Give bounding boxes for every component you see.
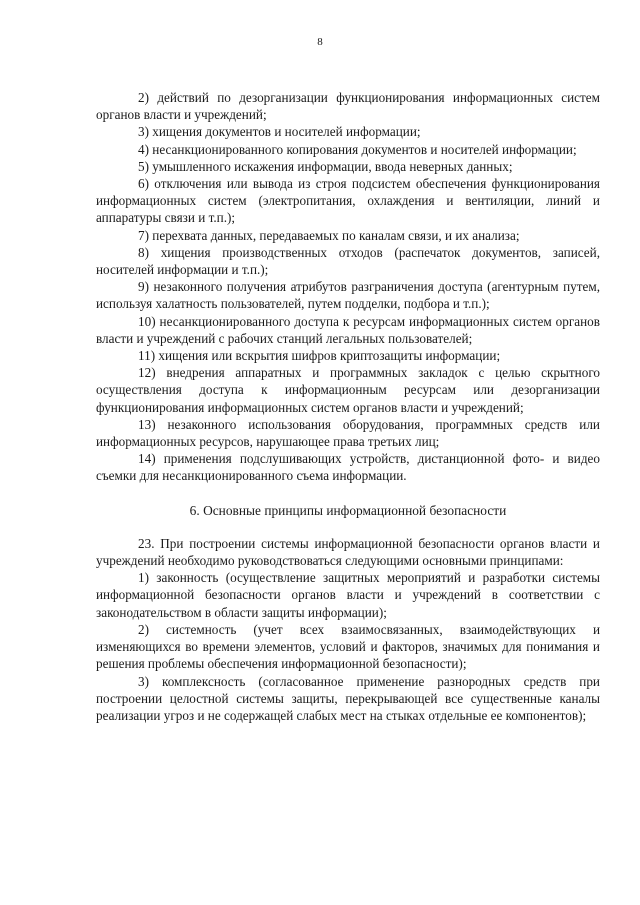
document-body — [96, 89, 600, 724]
section-heading: 6. Основные принципы информационной безопасности — [189, 502, 507, 518]
list-item: 3) хищения документов и носителей информации; — [138, 124, 421, 140]
page-number: 8 — [317, 36, 323, 48]
clause-intro: 23. При построении системы информационной безопасности органов власти и учреждений необходимо руководствоваться следующими основными принципами: — [96, 535, 600, 569]
principle-item: 1) законность (осуществление защитных мероприятий и разработки системы информационной безопасности органов власти и учреждений в соответствии с законодательством в области защиты информации); — [96, 570, 600, 620]
list-item: 14) применения подслушивающих устройств, дистанционной фото- и видео съемки для несанкционированного съема информации. — [96, 451, 600, 484]
list-item: 4) несанкционированного копирования документов и носителей информации; — [138, 141, 577, 157]
list-item: 11) хищения или вскрытия шифров криптозащиты информации; — [138, 348, 501, 364]
list-item: 9) незаконного получения атрибутов разграничения доступа (агентурным путем, используя халатность пользователей, путем подделки, подбора и т.п.); — [96, 279, 600, 312]
list-item: 2) действий по дезорганизации функционирования информационных систем органов власти и учреждений; — [96, 90, 600, 123]
list-item: 12) внедрения аппаратных и программных закладок с целью скрытного осуществления доступа к информационным ресурсам или дезорганизации функционирования информационных систем органов власти и учреждений; — [96, 365, 600, 415]
list-item: 7) перехвата данных, передаваемых по каналам связи, и их анализа; — [138, 227, 520, 243]
list-item: 10) несанкционированного доступа к ресурсам информационных систем органов власти и учреждений с рабочих станций легальных пользователей; — [96, 313, 600, 346]
list-item: 5) умышленного искажения информации, ввода неверных данных; — [138, 158, 513, 174]
list-item: 13) незаконного использования оборудования, программных средств или информационных ресурсов, нарушающее права третьих лиц; — [96, 416, 600, 450]
principle-item: 2) системность (учет всех взаимосвязанных, взаимодействующих и изменяющихся во времени элементов, условий и факторов, значимых для понимания и решения проблемы обеспечения информационной безопасности); — [96, 621, 600, 672]
list-item: 6) отключения или вывода из строя подсистем обеспечения функционирования информационных систем (электропитания, охлаждения и вентиляции, линий и аппаратуры связи и т.п.); — [96, 176, 600, 226]
principle-item: 3) комплексность (согласованное применение разнородных средств при построении целостной системы защиты, перекрывающей все существенные каналы реализации угроз и не содержащей слабых мест на стыках отдельные ее компонентов); — [96, 673, 600, 723]
list-item: 8) хищения производственных отходов (распечаток документов, записей, носителей информации и т.п.); — [96, 244, 600, 278]
